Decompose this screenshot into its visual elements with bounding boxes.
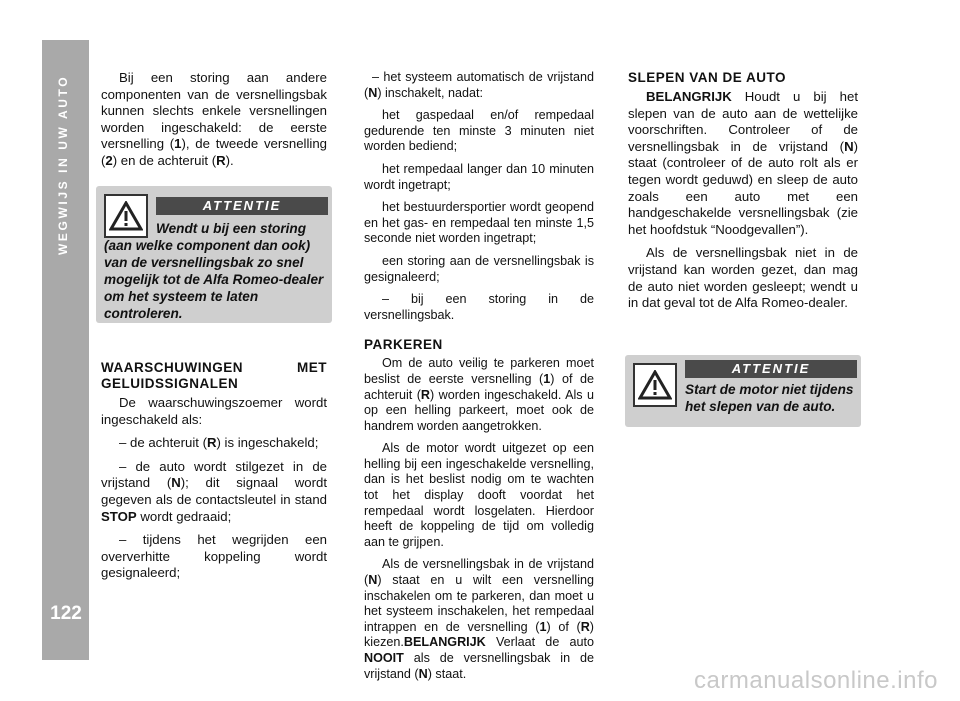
section-heading-towing: SLEPEN VAN DE AUTO bbox=[628, 70, 787, 85]
warning-text: Wendt u bij een storing (aan welke component dan ook) van de versnellingsbak zo snel mogelijk tot de Alfa Romeo-dealer om het systeem te laten controleren. bbox=[104, 221, 324, 321]
page-number: 122 bbox=[50, 603, 82, 624]
warning-label: ATTENTIE bbox=[156, 197, 328, 215]
paragraph: De waarschuwingszoemer wordt ingeschakeld als: bbox=[101, 395, 327, 427]
column-1-lower bbox=[101, 360, 327, 589]
paragraph: Als de versnellingsbak niet in de vrijstand kan worden gezet, dan mag de auto niet worden gesleept; wendt u in dat geval tot de Alfa Romeo-dealer. bbox=[628, 245, 858, 311]
paragraph: het rempedaal langer dan 10 minuten wordt ingetrapt; bbox=[364, 161, 594, 192]
paragraph: een storing aan de versnellingsbak is gesignaleerd; bbox=[364, 253, 594, 284]
paragraph: BELANGRIJK Houdt u bij het slepen van de auto aan de wettelijke voorschriften. Controleer of de versnellingsbak in de vrijstand (N) staat (controleer of de auto rolt als er tegen wordt geduwd) en sleep de auto zoals een auto met een handgeschakelde versnellingsbak (zie het hoofdstuk “Noodgevallen”). bbox=[628, 89, 858, 237]
paragraph: – bij een storing in de versnellingsbak. bbox=[364, 292, 594, 322]
paragraph: – het systeem automatisch de vrijstand (N) inschakelt, nadat: bbox=[364, 70, 594, 100]
column-1 bbox=[101, 70, 327, 177]
paragraph: – de achteruit (R) is ingeschakeld; bbox=[119, 435, 319, 451]
paragraph: Als de motor wordt uitgezet op een helling bij een ingeschakelde versnelling, dan is het beslist nodig om te wachten tot het display dooft voordat het rempedaal wordt losgelaten. Hierdoor heeft de koppeling de tijd om volledig aan te grijpen. bbox=[364, 441, 594, 549]
section-heading-signals: WAARSCHUWINGEN MET GELUIDSSIGNALEN bbox=[101, 360, 327, 391]
paragraph: – de auto wordt stilgezet in de vrijstand (N); dit signaal wordt gegeven als de contactsleutel in stand STOP wordt gedraaid; bbox=[101, 458, 327, 524]
warning-text: Start de motor niet tijdens het slepen van de auto. bbox=[685, 382, 854, 414]
section-heading-parking: PARKEREN bbox=[364, 337, 443, 353]
warning-box-2 bbox=[625, 355, 861, 427]
watermark: carmanualsonline.info bbox=[694, 667, 938, 694]
paragraph: Om de auto veilig te parkeren moet beslist de eerste versnelling (1) of de achteruit (R) worden ingeschakeld. Als u op een helling parkeert, moet ook de handrem worden aangetrokken. bbox=[364, 356, 595, 433]
warning-label: ATTENTIE bbox=[685, 360, 857, 378]
paragraph: Als de versnellingsbak in de vrijstand (N) staat en u wilt een versnelling inschakelen om te parkeren, dan moet u het systeem inschakelen, het rempedaal intrappen en de versnelling (1) of (R) kiezen.BELANGRIJK Verlaat de auto NOOIT als de versnellingsbak in de vrijstand (N) staat. bbox=[364, 557, 594, 681]
column-2 bbox=[364, 70, 594, 689]
intro-paragraph: Bij een storing aan andere componenten van de versnellingsbak kunnen slechts enkele versnellingen worden ingeschakeld: de eerste versnelling (1), de tweede versnelling (2) en de achteruit (R). bbox=[101, 70, 327, 168]
warning-triangle-icon bbox=[633, 363, 677, 407]
chapter-title: WEGWIJS IN UW AUTO bbox=[56, 74, 70, 255]
paragraph: het gaspedaal en/of rempedaal gedurende ten minste 3 minuten niet worden bediend; bbox=[364, 108, 594, 154]
warning-box-1 bbox=[96, 186, 332, 323]
paragraph: het bestuurdersportier wordt geopend en het gas- en rempedaal ten minste 1,5 seconde niet worden ingetrapt; bbox=[364, 200, 594, 246]
column-3 bbox=[628, 70, 858, 319]
paragraph: – tijdens het wegrijden een oververhitte koppeling wordt gesignaleerd; bbox=[101, 532, 327, 581]
